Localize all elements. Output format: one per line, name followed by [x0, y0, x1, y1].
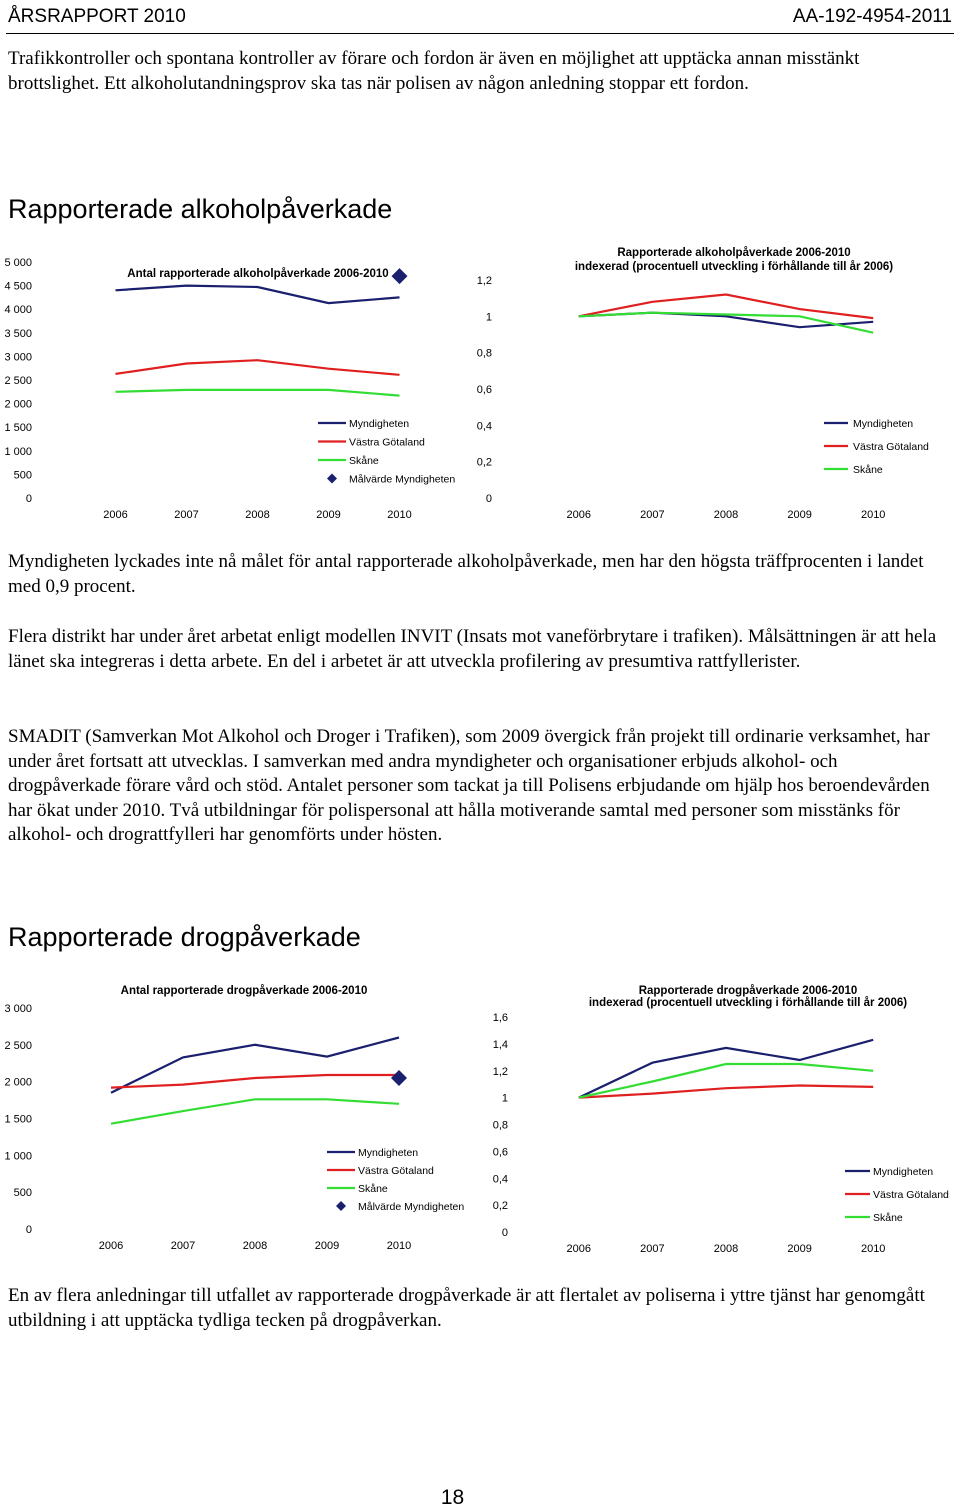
legend-label: Västra Götaland [358, 1165, 434, 1177]
x-tick-label: 2009 [787, 1243, 812, 1255]
report-title: ÅRSRAPPORT 2010 [8, 6, 186, 27]
x-tick-label: 2008 [245, 509, 270, 521]
y-tick-label: 5 000 [4, 257, 32, 269]
x-tick-label: 2010 [386, 1240, 412, 1252]
x-tick-label: 2006 [566, 509, 592, 521]
y-tick-label: 3 000 [4, 1003, 32, 1015]
legend-label: Skåne [349, 455, 379, 467]
chart-title: Antal rapporterade alkoholpåverkade 2006-2010 [127, 268, 389, 280]
series-line-myndigheten [111, 1038, 399, 1093]
page-header [8, 6, 952, 28]
y-tick-label: 1,4 [492, 1038, 508, 1051]
y-tick-label: 0,8 [476, 347, 492, 360]
y-tick-label: 3 000 [4, 351, 32, 364]
series-line-skane [111, 1099, 399, 1123]
chart-drug-index [470, 975, 960, 1255]
alcohol-paragraph-3: SMADIT (Samverkan Mot Alkohol och Droger i Trafiken), som 2009 övergick från projekt till ordinarie verksamhet, har under året fortsatt att utvecklas. I samverkan med andra myndigheter och organisationer erbjuds alkohol- och drogpåverkade förare vård och stöd. Antalet personer som tackat ja till Polisens erbjudande om hjälp hos beroendevården har ökat under 2010. Två utbildningar för polispersonal att hålla motiverande samtal med personer som misstänks för alkohol- och drograttfylleri har genomförts under hösten. [8, 726, 930, 845]
y-tick-label: 0,4 [476, 420, 492, 433]
legend-label: Myndigheten [873, 1166, 934, 1178]
target-marker [392, 268, 408, 284]
y-tick-label: 2 500 [4, 1039, 32, 1052]
y-tick-label: 0 [25, 493, 32, 505]
y-tick-label: 0,4 [492, 1173, 508, 1186]
series-line-myndigheten [116, 286, 400, 304]
x-tick-label: 2010 [387, 509, 412, 521]
y-tick-label: 0 [485, 493, 492, 505]
legend-label: Myndigheten [358, 1147, 419, 1159]
chart-drug-count [0, 975, 470, 1255]
chart-title: Rapporterade alkoholpåverkade 2006-2010 [617, 247, 851, 259]
document-id: AA-192-4954-2011 [792, 6, 952, 27]
y-tick-label: 1,2 [492, 1065, 508, 1078]
legend-label: Myndigheten [349, 418, 410, 430]
y-tick-label: 500 [13, 1187, 32, 1200]
section-title-alcohol: Rapporterade alkoholpåverkade [8, 194, 393, 224]
x-tick-label: 2008 [713, 1243, 739, 1255]
legend-label: Myndigheten [853, 418, 914, 430]
x-tick-label: 2006 [98, 1240, 124, 1252]
alcohol-paragraph-2: Flera distrikt har under året arbetat enligt modellen INVIT (Insats mot vaneförbrytare i trafiken). Målsättningen är att hela länet ska integreras i detta arbete. En del i arbetet är att utveckla profilering av presumtiva rattfyllerister. [8, 626, 937, 672]
y-tick-label: 0,6 [476, 384, 492, 396]
legend-target-marker [327, 474, 337, 484]
x-tick-label: 2009 [787, 509, 812, 521]
x-tick-label: 2008 [713, 509, 739, 521]
legend-label: Målvärde Myndigheten [358, 1201, 465, 1213]
series-line-vastra-gotaland [116, 360, 400, 375]
y-tick-label: 0,8 [492, 1119, 508, 1132]
chart-subtitle: indexerad (procentuell utveckling i förhållande till år 2006) [574, 261, 894, 273]
x-tick-label: 2008 [242, 1240, 268, 1252]
y-tick-label: 1,6 [492, 1012, 508, 1024]
chart-title: Antal rapporterade drogpåverkade 2006-2010 [120, 985, 368, 997]
legend-label: Västra Götaland [873, 1189, 949, 1201]
y-tick-label: 2 000 [4, 1076, 32, 1089]
y-tick-label: 1 [485, 311, 492, 324]
chart-alcohol-count [0, 240, 470, 530]
y-tick-label: 1 500 [4, 1113, 32, 1126]
y-tick-label: 3 500 [4, 327, 32, 340]
target-marker [391, 1070, 407, 1086]
chart-subtitle: indexerad (procentuell utveckling i förhållande till år 2006) [588, 997, 908, 1009]
page-number: 18 [440, 1486, 465, 1509]
y-tick-label: 500 [13, 469, 32, 482]
y-tick-label: 0 [501, 1227, 508, 1239]
y-tick-label: 4 500 [4, 280, 32, 293]
y-tick-label: 0,2 [476, 456, 492, 469]
x-tick-label: 2010 [860, 509, 886, 521]
drug-paragraph-1: En av flera anledningar till utfallet av rapporterade drogpåverkade är att flertalet av poliserna i yttre tjänst har genomgått utbildning i att upptäcka tydliga tecken på drogpåverkan. [8, 1285, 925, 1331]
y-tick-label: 2 500 [4, 375, 32, 387]
y-tick-label: 1 000 [4, 1150, 32, 1163]
legend-label: Västra Götaland [349, 436, 425, 449]
header-rule [6, 33, 954, 34]
legend-label: Västra Götaland [853, 441, 929, 453]
y-tick-label: 1 000 [4, 445, 32, 458]
y-tick-label: 0,2 [492, 1200, 508, 1213]
series-line-skane [116, 390, 400, 396]
legend-target-marker [336, 1201, 346, 1211]
x-tick-label: 2006 [103, 509, 128, 521]
x-tick-label: 2007 [640, 1243, 665, 1255]
y-tick-label: 0 [25, 1224, 32, 1236]
x-tick-label: 2007 [170, 1240, 196, 1252]
section-title-drug: Rapporterade drogpåverkade [8, 922, 361, 952]
y-tick-label: 0,6 [492, 1146, 508, 1159]
alcohol-paragraph-1: Myndigheten lyckades inte nå målet för antal rapporterade alkoholpåverkade, men har den högsta träffprocenten i landet med 0,9 procent. [8, 551, 924, 597]
y-tick-label: 2 000 [4, 398, 32, 411]
legend-label: Skåne [873, 1212, 903, 1224]
x-tick-label: 2009 [316, 509, 341, 521]
legend-label: Skåne [358, 1183, 388, 1195]
series-line-skane [579, 1064, 873, 1098]
y-tick-label: 1 [501, 1092, 508, 1105]
legend-label: Målvärde Myndigheten [349, 473, 456, 486]
x-tick-label: 2006 [566, 1243, 592, 1255]
x-tick-label: 2007 [640, 509, 665, 521]
intro-paragraph: Trafikkontroller och spontana kontroller av förare och fordon är även en möjlighet att upptäcka annan misstänkt brottslighet. Ett alkoholutandningsprov ska tas när polisen av någon anledning stoppar ett fordon. [8, 48, 860, 94]
x-tick-label: 2009 [314, 1240, 340, 1252]
chart-title: Rapporterade drogpåverkade 2006-2010 [638, 985, 858, 997]
x-tick-label: 2007 [174, 509, 199, 521]
series-line-vastra-gotaland [111, 1075, 399, 1088]
y-tick-label: 1 500 [4, 422, 32, 435]
y-tick-label: 4 000 [4, 304, 32, 317]
x-tick-label: 2010 [860, 1243, 886, 1255]
y-tick-label: 1,2 [476, 275, 492, 287]
chart-alcohol-index [470, 240, 960, 530]
legend-label: Skåne [853, 464, 883, 476]
